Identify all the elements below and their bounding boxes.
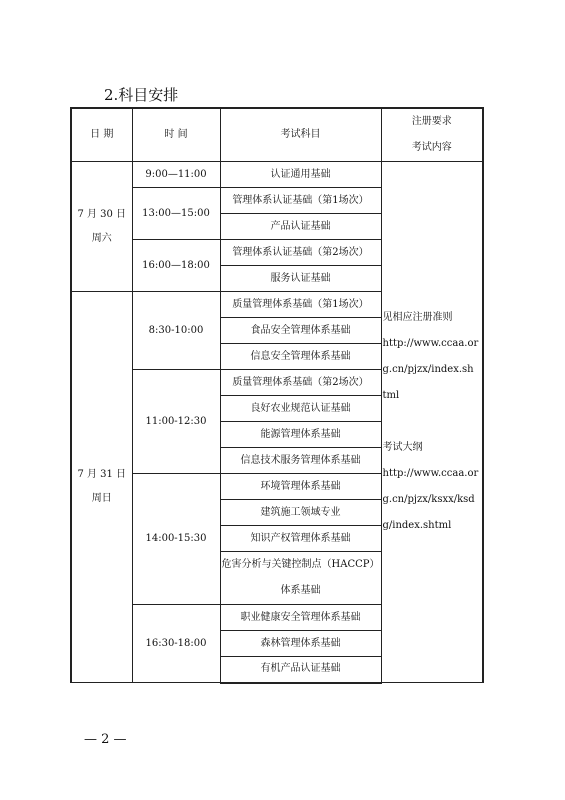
day1-subject-3a: 管理体系认证基础（第2场次） [220,240,381,266]
day2-weekday: 周日 [91,493,112,504]
day1-weekday: 周六 [91,232,112,244]
day2-subject-1c: 信息安全管理体系基础 [220,344,381,370]
day2-subject-3d-line2: 体系基础 [280,585,321,596]
day2-date: 7 月 31 日 [77,469,127,480]
day2-subject-4b: 森林管理体系基础 [220,631,381,657]
day2-subject-3a: 环境管理体系基础 [220,474,381,500]
header-notes [381,108,483,162]
day2-time-2: 11:00-12:30 [132,370,220,474]
day1-subject-2a: 管理体系认证基础（第1场次） [220,188,381,214]
header-notes-line1: 注册要求 [411,116,452,127]
day2-subject-4a: 职业健康安全管理体系基础 [220,605,381,631]
section-heading: 2.科目安排 [104,86,179,104]
day1-date-cell [71,162,132,292]
header-notes-line2: 考试内容 [411,142,452,153]
exam-schedule-table [70,107,484,684]
notes-line-3: g.cn/pjzx/index.sh [382,364,474,375]
page-number: — 2 — [84,732,127,747]
day2-subject-3b: 建筑施工领域专业 [220,500,381,526]
day2-subject-2d: 信息技术服务管理体系基础 [220,448,381,474]
table-row [71,162,483,188]
notes-line-6: http://www.ccaa.or [382,468,479,479]
day2-subject-2c: 能源管理体系基础 [220,422,381,448]
day2-subject-2b: 良好农业规范认证基础 [220,396,381,422]
day2-date-cell [71,292,132,683]
day2-time-1: 8:30-10:00 [132,292,220,370]
day1-time-2: 13:00—15:00 [132,188,220,240]
header-time: 时 间 [132,108,220,162]
day1-time-1: 9:00—11:00 [132,162,220,188]
day1-subject-3b: 服务认证基础 [220,266,381,292]
day2-subject-1b: 食品安全管理体系基础 [220,318,381,344]
day1-subject-1: 认证通用基础 [220,162,381,188]
day2-subject-3c: 知识产权管理体系基础 [220,526,381,552]
notes-line-2: http://www.ccaa.or [382,338,479,349]
day2-subject-4c: 有机产品认证基础 [220,657,381,683]
day2-time-4: 16:30-18:00 [132,605,220,683]
day2-time-3: 14:00-15:30 [132,474,220,605]
header-date: 日 期 [71,108,132,162]
notes-gap [383,409,483,435]
day2-subject-3d-line1: 危害分析与关键控制点（HACCP） [221,559,380,570]
notes-cell [381,162,483,683]
day1-time-3: 16:00—18:00 [132,240,220,292]
notes-line-7: g.cn/pjzx/ksxx/ksd [382,494,475,505]
day2-subject-3d [220,552,381,605]
notes-line-5: 考试大纲 [382,442,423,453]
notes-line-8: g/index.shtml [382,520,452,531]
notes-line-4: tml [382,390,400,401]
day1-date: 7 月 30 日 [77,208,127,220]
table-header-row [71,108,483,162]
day1-subject-2b: 产品认证基础 [220,214,381,240]
day2-subject-2a: 质量管理体系基础（第2场次） [220,370,381,396]
header-subject: 考试科目 [220,108,381,162]
notes-line-1: 见相应注册准则 [382,312,453,323]
day2-subject-1a: 质量管理体系基础（第1场次） [220,292,381,318]
